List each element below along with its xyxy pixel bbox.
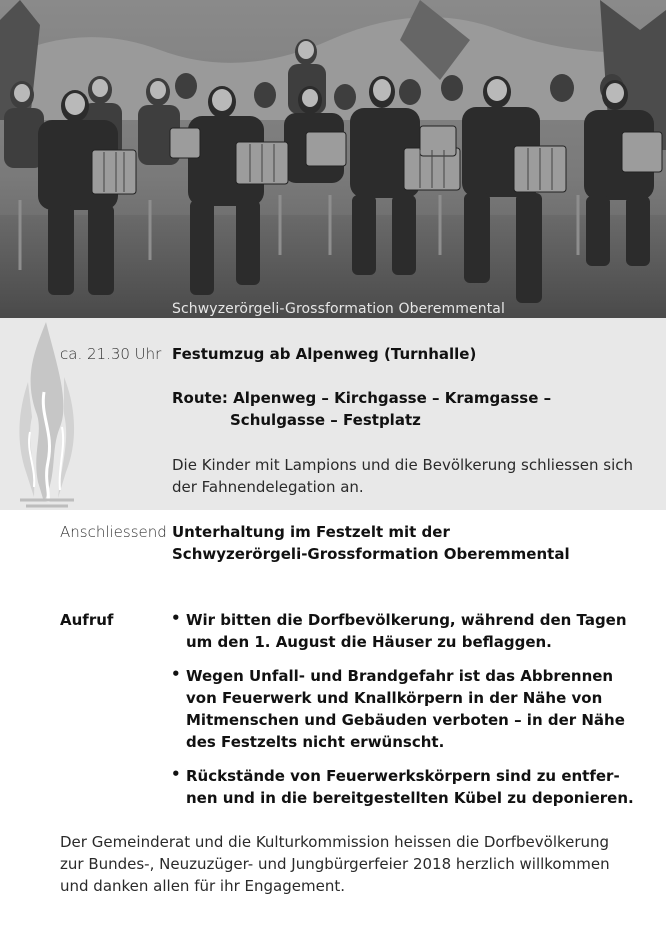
route-line-1: Route: Alpenweg – Kirchgasse – Kramgasse – <box>172 389 552 407</box>
appeal-1-line-1: Wir bitten die Dorfbevölkerung, während den Tagen <box>186 611 627 629</box>
closing-line-2: zur Bundes-, Neuzuzüger- und Jungbürgerfeier 2018 herzlich willkommen <box>60 855 610 873</box>
route-line-2: Schulgasse – Festplatz <box>230 411 421 429</box>
entertainment-title-line-2: Schwyzerörgeli-Grossformation Oberemmental <box>172 545 570 563</box>
appeal-2-line-2: von Feuerwerk und Knallkörpern in der Nähe von <box>186 689 603 707</box>
appeal-2-line-4: des Festzelts nicht erwünscht. <box>186 733 445 751</box>
appeal-3-line-1: Rückstände von Feuerwerkskörpern sind zu entfer- <box>186 767 620 785</box>
entertainment-title-line-1: Unterhaltung im Festzelt mit der <box>172 523 450 541</box>
bullet-2: • <box>171 665 181 683</box>
photo-caption: Schwyzerörgeli-Grossformation Oberemmental <box>172 301 505 317</box>
festumzug-title: Festumzug ab Alpenweg (Turnhalle) <box>172 345 477 363</box>
lampion-note-line-1: Die Kinder mit Lampions und die Bevölkerung schliessen sich <box>172 456 634 474</box>
appeal-label: Aufruf <box>60 611 114 629</box>
appeal-3-line-2: nen und in die bereitgestellten Kübel zu deponieren. <box>186 789 634 807</box>
closing-line-3: und danken allen für ihr Engagement. <box>60 877 345 895</box>
appeal-2-line-1: Wegen Unfall- und Brandgefahr ist das Abbrennen <box>186 667 614 685</box>
photo-illustration <box>0 0 666 318</box>
closing-line-1: Der Gemeinderat und die Kulturkommission heissen die Dorfbevölkerung <box>60 833 610 851</box>
time-label-1: ca. 21.30 Uhr <box>60 345 162 363</box>
bullet-3: • <box>171 765 181 783</box>
lampion-note-line-2: der Fahnendelegation an. <box>172 478 364 496</box>
group-photo <box>0 0 666 318</box>
bullet-1: • <box>171 609 181 627</box>
time-label-2: Anschliessend <box>60 523 167 541</box>
appeal-2-line-3: Mitmenschen und Gebäuden verboten – in der Nähe <box>186 711 625 729</box>
appeal-1-line-2: um den 1. August die Häuser zu beflaggen. <box>186 633 552 651</box>
